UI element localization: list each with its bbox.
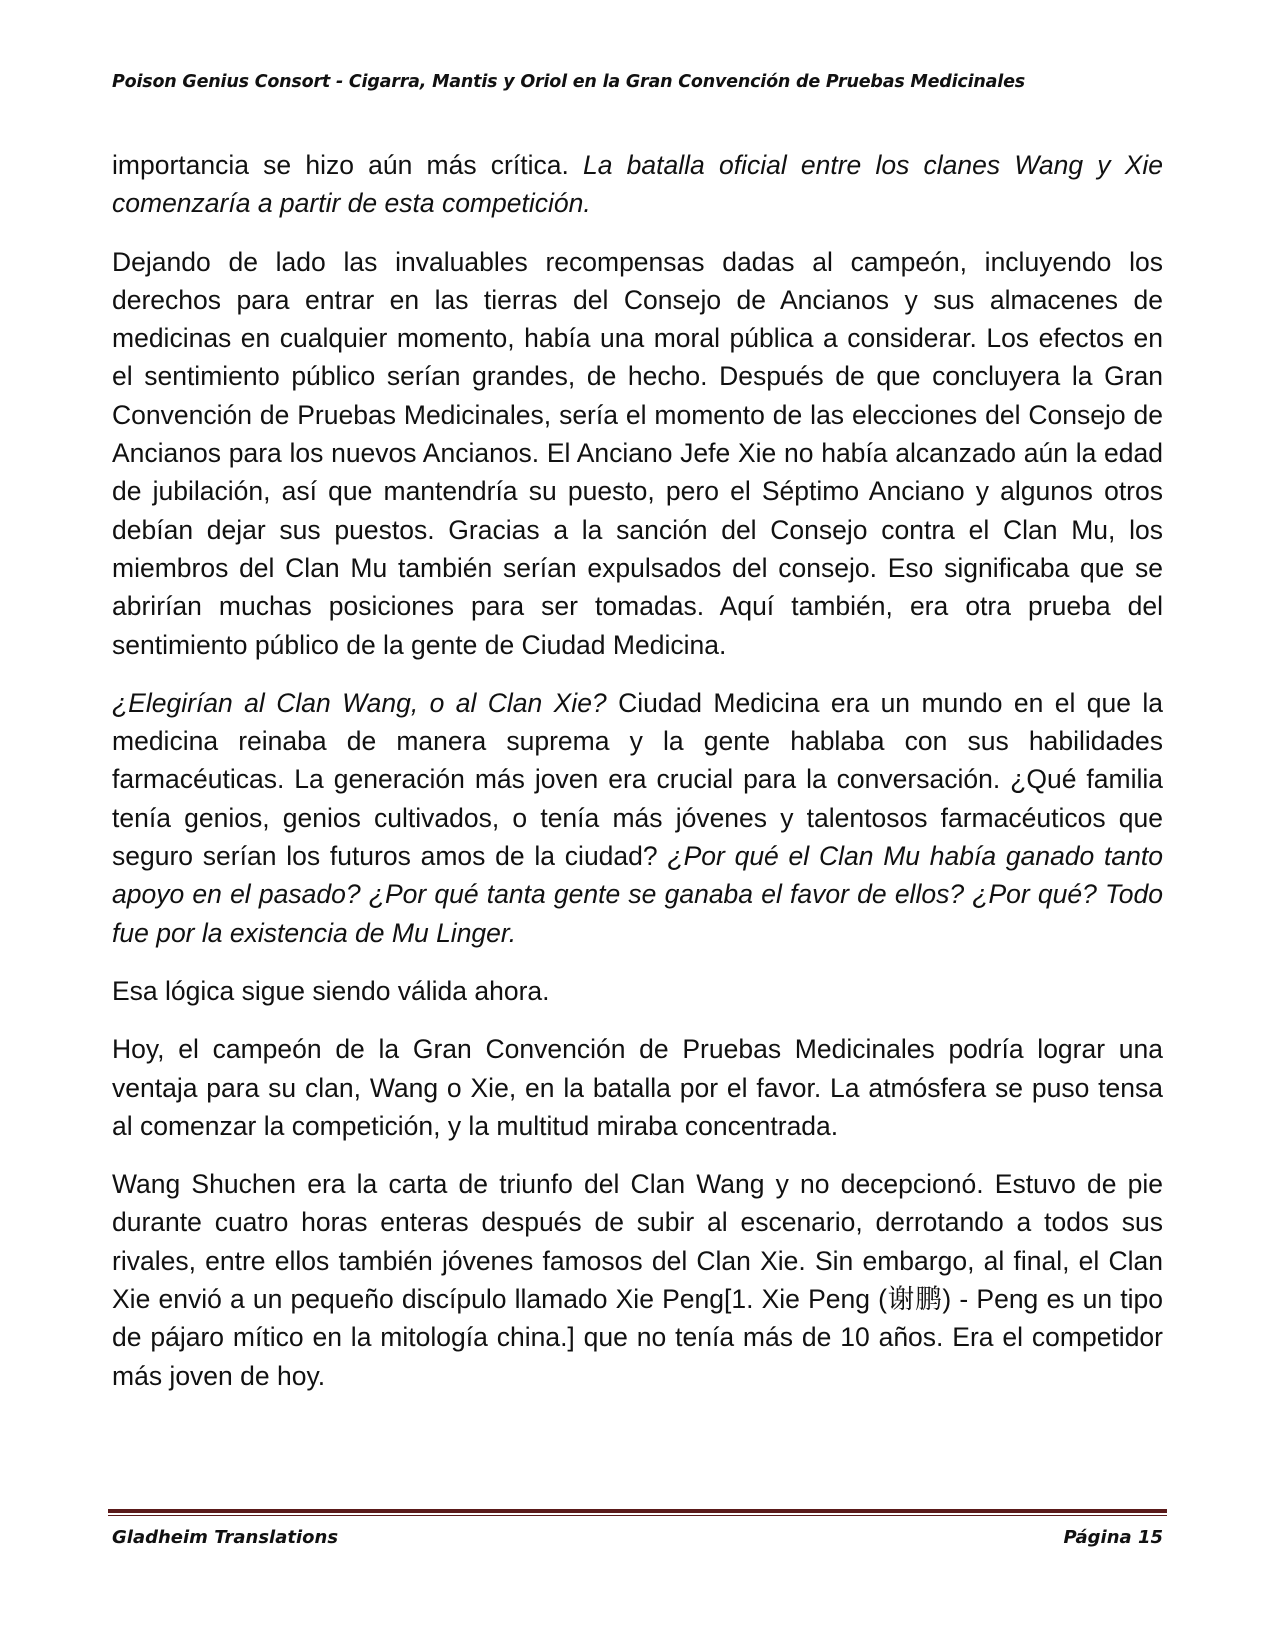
text-segment: Wang Shuchen era la carta de triunfo del Clan Wang y no decepcionó. Estuvo de pie durante cuatro horas enteras después de subir al escenario, derrotando a todos sus rivales, entre ellos también jóvenes famosos del Clan Xie. Sin embargo, al final, el Clan Xie envió a un pequeño discípulo llamado Xie Peng[1. Xie Peng (谢鹏) - Peng es un tipo de pájaro mítico en la mitología china.] que no tenía más de 10 años. Era el competidor más joven de hoy.: [112, 1169, 1163, 1391]
paragraph: [112, 1165, 1163, 1395]
paragraph: [112, 684, 1163, 952]
italic-text: ¿Elegirían al Clan Wang, o al Clan Xie?: [112, 687, 607, 718]
paragraph: [112, 972, 1163, 1010]
text-segment: importancia se hizo aún más crítica.: [112, 150, 584, 180]
italic-text: ¿Por qué el Clan Mu había ganado tanto apoyo en el pasado? ¿Por qué tanta gente se ganaba el favor de ellos? ¿Por qué? Todo fue por la existencia de Mu Linger.: [112, 841, 1163, 948]
paragraph: [112, 1030, 1163, 1145]
text-segment: Esa lógica sigue siendo válida ahora.: [112, 975, 550, 1006]
paragraph: [112, 146, 1163, 223]
paragraph: [112, 243, 1163, 664]
italic-text: La batalla oficial entre los clanes Wang y Xie comenzaría a partir de esta competición.: [112, 150, 1163, 219]
footer-rule-thin: [108, 1515, 1167, 1516]
footer-page-number: Página 15: [1063, 1527, 1163, 1548]
page-header: Poison Genius Consort - Cigarra, Mantis y Oriol en la Gran Convención de Pruebas Medicinales: [112, 72, 1025, 92]
text-segment: Hoy, el campeón de la Gran Convención de Pruebas Medicinales podría lograr una ventaja para su clan, Wang o Xie, en la batalla por el favor. La atmósfera se puso tensa al comenzar la competición, y la multitud miraba concentrada.: [112, 1034, 1163, 1141]
footer-publisher: Gladheim Translations: [112, 1527, 339, 1548]
text-segment: Dejando de lado las invaluables recompensas dadas al campeón, incluyendo los derechos para entrar en las tierras del Consejo de Ancianos y sus almacenes de medicinas en cualquier momento, había una moral pública a considerar. Los efectos en el sentimiento público serían grandes, de hecho. Después de que concluyera la Gran Convención de Pruebas Medicinales, sería el momento de las elecciones del Consejo de Ancianos para los nuevos Ancianos. El Anciano Jefe Xie no había alcanzado aún la edad de jubilación, así que mantendría su puesto, pero el Séptimo Anciano y algunos otros debían dejar sus puestos. Gracias a la sanción del Consejo contra el Clan Mu, los miembros del Clan Mu también serían expulsados del consejo. Eso significaba que se abrirían muchas posiciones para ser tomadas. Aquí también, era otra prueba del sentimiento público de la gente de Ciudad Medicina.: [112, 246, 1163, 660]
footer-rule: [108, 1509, 1167, 1513]
body-text: [112, 146, 1163, 1415]
text-segment: Ciudad Medicina era un mundo en el que la medicina reinaba de manera suprema y la gente hablaba con sus habilidades farmacéuticas. La generación más joven era crucial para la conversación. ¿Qué familia tenía genios, genios cultivados, o tenía más jóvenes y talentosos farmacéuticos que seguro serían los futuros amos de la ciudad?: [112, 687, 1163, 872]
